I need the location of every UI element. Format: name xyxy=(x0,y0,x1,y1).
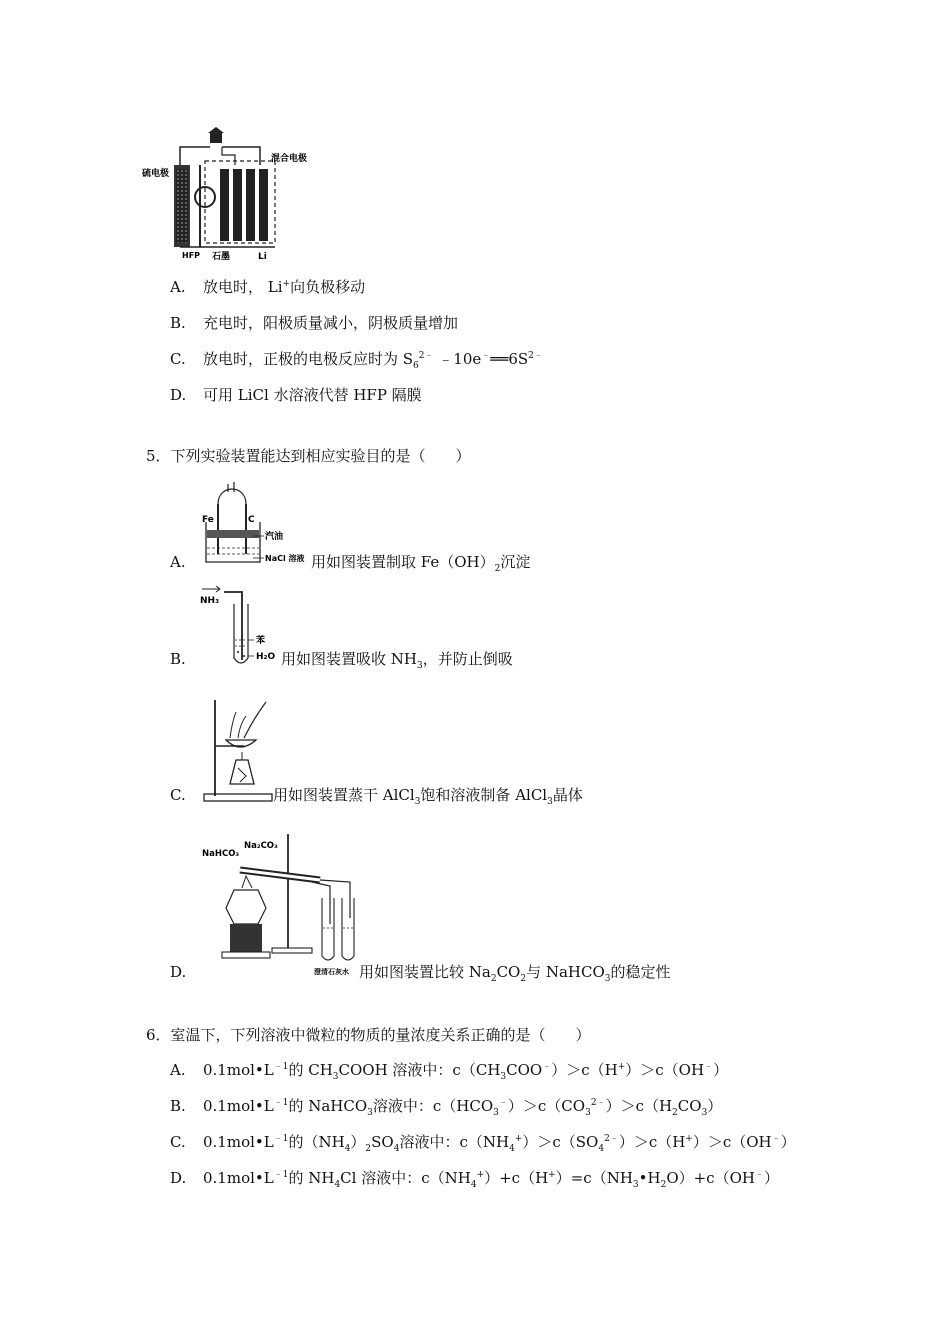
q4-option-text: 充电时，阳极质量减小，阴极质量增加 xyxy=(203,314,459,332)
q5-option-text: 用如图装置吸收 $NH_3$，并防止倒吸 xyxy=(281,650,513,671)
q4-option-text: 放电时， Li+向负极移动 xyxy=(203,278,366,296)
q4-option-letter: B. xyxy=(170,314,186,332)
figure-c-evaporation xyxy=(200,698,275,806)
hfp-label: HFP xyxy=(182,251,201,260)
q5-option-text: 用如图装置比较 $Na_2CO_2$与 NaHCO$_3$的稳定性 xyxy=(359,963,671,984)
q5-option-letter: C. xyxy=(170,786,186,804)
nahco3-label: NaHCO₃ xyxy=(202,849,240,859)
q4-option-letter: C. xyxy=(170,350,186,368)
limewater-label: 澄清石灰水 xyxy=(314,968,349,976)
q5-option-letter: D. xyxy=(170,963,187,981)
mixed-electrode-label: 混合电极 xyxy=(271,154,308,164)
graphite-label: 石墨 xyxy=(212,252,231,262)
q4-option-text: 可用 LiCl 水溶液代替 HFP 隔膜 xyxy=(203,386,422,404)
q6-option-letter: A. xyxy=(170,1061,186,1079)
q5-option-letter: B. xyxy=(170,650,186,668)
question-5-stem: 5．下列实验装置能达到相应实验目的是（ ） xyxy=(146,447,471,465)
na2co3-label: Na₂CO₃ xyxy=(244,841,278,851)
figure-b-absorption xyxy=(198,586,283,668)
q6-option-letter: D. xyxy=(170,1169,187,1187)
q4-option-text: 放电时，正极的电极反应时为 $S_6^{2﹣}$ $﹣10e^﹣══6S^{2﹣}$ xyxy=(203,350,543,371)
benzene-label: 苯 xyxy=(256,636,266,646)
q6-option-text: $0.1mol•L^{﹣1}$的 $NH_4Cl$ 溶液中：$c(NH_4^+)+c(H^+)=c(NH_3•H_2O)+c(OH^﹣)$ xyxy=(203,1169,779,1190)
li-label: Li xyxy=(258,252,267,262)
q5-option-text: 用如图装置蒸干 AlCl$_3$饱和溶液制备 AlCl$_3$晶体 xyxy=(273,786,583,807)
nh3-label: NH₃ xyxy=(200,596,220,606)
nacl-solution-label: NaCl 溶液 xyxy=(265,554,305,563)
question-6-stem: 6．室温下，下列溶液中微粒的物质的量浓度关系正确的是（ ） xyxy=(146,1026,591,1044)
q6-option-text: $0.1mol•L^{﹣1}$的$(NH_4)_2SO_4$溶液中：$c(NH_4^+)>c(SO_4^{2﹣})>c(H^+)>c(OH^﹣)$ xyxy=(203,1133,796,1154)
water-label: H₂O xyxy=(256,652,276,662)
battery-diagram xyxy=(140,125,325,265)
lamp-icon xyxy=(208,127,224,143)
q5-option-letter: A. xyxy=(170,553,186,571)
q6-option-text: $0.1mol•L^{﹣1}$的 NaHCO$_3$溶液中：$c(HCO_3^﹣)>c(CO_3^{2﹣})>c(H_2CO_3)$ xyxy=(203,1097,723,1118)
q4-option-letter: A. xyxy=(170,278,186,296)
fe-electrode-label: Fe xyxy=(202,515,214,525)
gasoline-label: 汽油 xyxy=(265,532,284,542)
q6-option-letter: C. xyxy=(170,1133,186,1151)
q6-option-text: $0.1mol•L^{﹣1}$的 $CH_3COOH$ 溶液中：$c(CH_3COO^﹣)>c(H^+)>c(OH^﹣)$ xyxy=(203,1061,729,1082)
q5-option-text: 用如图装置制取 $Fe(OH)_2$沉淀 xyxy=(311,553,531,574)
q4-option-letter: D. xyxy=(170,386,187,404)
figure-d-stability xyxy=(200,828,365,976)
sulfur-electrode-label: 硫电极 xyxy=(142,169,170,179)
figure-a-electrolysis xyxy=(198,480,313,572)
c-electrode-label: C xyxy=(248,515,255,525)
q6-option-letter: B. xyxy=(170,1097,186,1115)
